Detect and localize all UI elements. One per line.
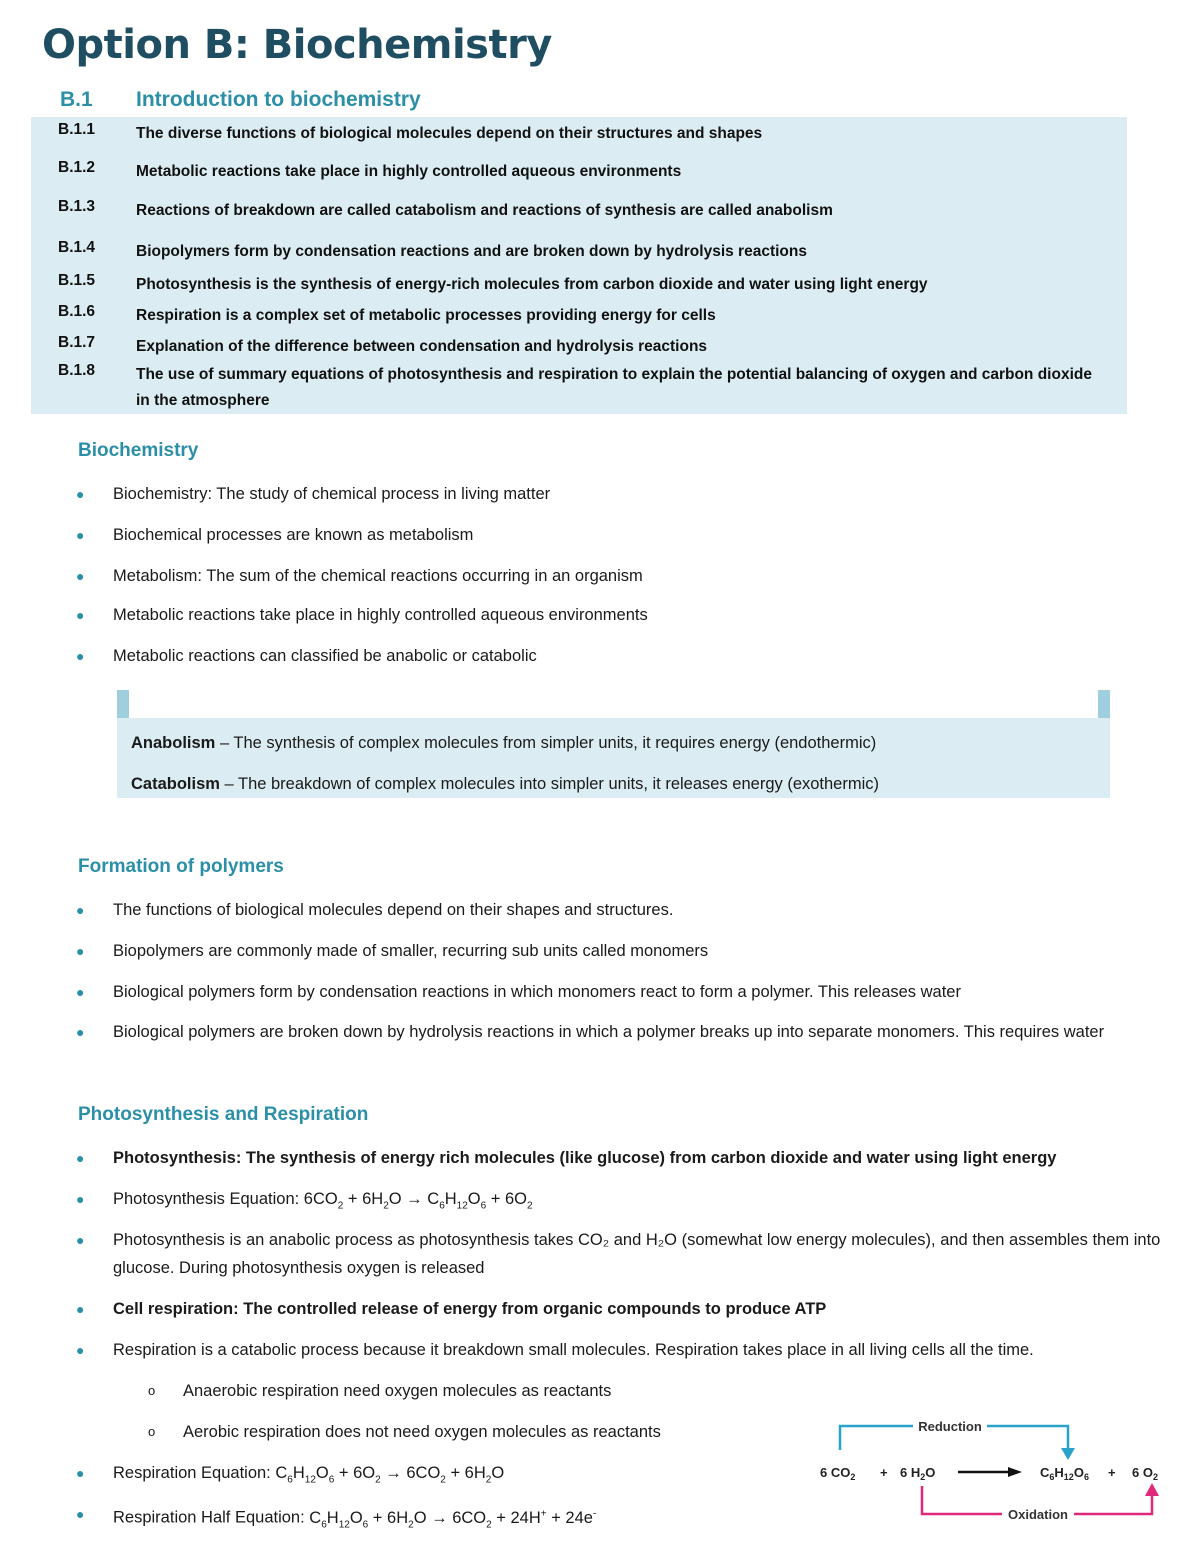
section-heading-photosynthesis-respiration: Photosynthesis and Respiration [78,1104,369,1125]
photosynthesis-equation [113,1185,1173,1220]
objective-code: B.1.7 [58,334,96,351]
equation-formula: $C_6H_{12}O_6 + 6O_2 \to 6CO_2 + 6H_2O$ [275,1464,505,1486]
objective-code: B.1.5 [58,272,96,289]
list-item-text: Photosynthesis: The synthesis of energy rich molecules (like glucose) from carbon dioxide and water using light energy [113,1149,1057,1167]
catabolism-text: – The breakdown of complex molecules into simpler units, it releases energy (exothermic) [219,775,880,793]
diagram-product-glucose: $C_6H_{12}O_6$ [1040,1465,1089,1482]
list-item-text: Metabolism: The sum of the chemical reactions occurring in an organism [113,567,643,585]
equation-label: Photosynthesis Equation: [113,1190,304,1208]
respiration-equation [113,1459,793,1494]
objective-row [58,198,1106,224]
topic-title: Introduction to biochemistry [136,88,421,111]
list-item [76,521,1173,549]
oxidation-label: Oxidation [1008,1507,1068,1522]
objective-code: B.1.3 [58,198,96,215]
equation-label: Respiration Equation: [113,1464,276,1482]
objective-text: The diverse functions of biological molecules depend on their structures and shapes [136,125,763,142]
list-item-text: Biopolymers are commonly made of smaller, recurring sub units called monomers [113,942,709,960]
sub-list-item [148,1418,661,1446]
anabolism-definition [131,734,876,753]
equation-formula: $6CO_2 + 6H_2O \to C_6H_{12}O_6 + 6O_2$ [303,1190,533,1212]
bullet-icon: ● [76,1191,85,1207]
page-title: Option B: Biochemistry [42,22,552,68]
list-item [76,1295,1173,1323]
list-item-text: Metabolic reactions take place in highly controlled aqueous environments [113,606,648,624]
list-item [76,937,1173,965]
list-item-text: Biological polymers form by condensation reactions in which monomers react to form a polymer. This releases water [113,983,961,1001]
sub-list-item-text: Anaerobic respiration need oxygen molecules as reactants [183,1382,612,1400]
sub-list-item [148,1377,611,1405]
bullet-icon: ● [76,1465,85,1481]
list-item [76,562,1173,590]
catabolism-term: Catabolism [131,775,220,793]
objective-text: Biopolymers form by condensation reactions and are broken down by hydrolysis reactions [136,243,807,260]
topic-number: B.1 [60,88,93,111]
list-item [76,1144,1173,1172]
anabolism-text: – The synthesis of complex molecules from simpler units, it requires energy (endothermic) [215,734,877,752]
list-item [76,1018,1173,1046]
objective-row [58,159,1106,185]
box-tab-right [1098,690,1110,718]
list-item [76,480,1173,508]
bullet-icon: ● [76,607,85,623]
circle-bullet-icon: o [148,1383,156,1398]
list-item [76,1226,1173,1282]
list-item [76,978,1173,1006]
objective-code: B.1.8 [58,362,96,379]
list-item [76,601,1173,629]
reaction-arrowhead-icon [1008,1467,1022,1477]
list-item [76,642,1173,670]
redox-diagram [810,1410,1180,1545]
bullet-icon: ● [76,902,85,918]
list-item-text: Biochemistry: The study of chemical process in living matter [113,485,551,503]
bullet-icon: ● [76,648,85,664]
bullet-icon: ● [76,1232,85,1248]
equation-formula: $C_6H_{12}O_6 + 6H_2O \to 6CO_2 + 24H^+ + 24e^-$ [309,1508,597,1530]
list-item-text: Biochemical processes are known as metabolism [113,526,474,544]
objective-code: B.1.6 [58,303,96,320]
bullet-icon: ● [76,943,85,959]
list-item-text: Respiration is a catabolic process because it breakdown small molecules. Respiration takes place in all living cells all the time. [113,1341,1034,1359]
bullet-icon: ● [76,1301,85,1317]
objective-row [58,362,1106,414]
diagram-reactant-co2: 6 $CO_2$ [820,1465,856,1482]
box-top-gap [129,690,1098,718]
reduction-arrowhead-icon [1061,1448,1075,1460]
objective-row [58,272,1106,298]
objective-text: Metabolic reactions take place in highly controlled aqueous environments [136,163,682,180]
list-item [76,1459,796,1494]
catabolism-definition [131,775,879,794]
diagram-reactant-h2o: 6 $H_2O$ [900,1465,936,1482]
circle-bullet-icon: o [148,1424,156,1439]
definitions-box [117,690,1110,798]
equation-label: Respiration Half Equation: [113,1508,310,1527]
objective-text: Explanation of the difference between condensation and hydrolysis reactions [136,338,708,355]
objective-row [58,121,1106,147]
list-item-text: The functions of biological molecules depend on their shapes and structures. [113,901,674,919]
list-item [76,1336,1173,1364]
bullet-icon: ● [76,568,85,584]
diagram-plus-2: + [1108,1465,1116,1480]
section-heading-polymers: Formation of polymers [78,856,284,877]
section-heading-biochemistry: Biochemistry [78,440,199,461]
objective-code: B.1.4 [58,239,96,256]
bullet-icon: ● [76,1150,85,1166]
list-item-text: Biological polymers are broken down by hydrolysis reactions in which a polymer breaks up into separate monomers. This requires water [113,1023,1105,1041]
topic-heading [60,88,421,112]
objectives-box [31,117,1127,414]
bullet-icon: ● [76,1342,85,1358]
objective-code: B.1.2 [58,159,96,176]
list-item-text: Metabolic reactions can classified be anabolic or catabolic [113,647,537,665]
list-item-text: Cell respiration: The controlled release of energy from organic compounds to produce ATP [113,1300,827,1318]
box-tab-left [117,690,129,718]
diagram-product-o2: 6 $O_2$ [1132,1465,1158,1482]
list-item [76,1500,796,1539]
anabolism-term: Anabolism [131,734,216,752]
respiration-half-equation [113,1500,793,1539]
objective-code: B.1.1 [58,121,96,138]
objective-text: The use of summary equations of photosynthesis and respiration to explain the potential balancing of oxygen and carbon dioxide in the atmosphere [136,366,1092,409]
objective-row [58,239,1106,265]
objective-text: Reactions of breakdown are called catabolism and reactions of synthesis are called anabolism [136,202,833,219]
diagram-plus-1: + [880,1465,888,1480]
list-item [76,1185,1173,1220]
bullet-icon: ● [76,527,85,543]
bullet-icon: ● [76,486,85,502]
list-item-text: Photosynthesis is an anabolic process as photosynthesis takes CO₂ and H₂O (somewhat low energy molecules), and then assembles them into glucose. During photosynthesis oxygen is released [113,1231,1161,1277]
reduction-label: Reduction [918,1419,982,1434]
bullet-icon: ● [76,1024,85,1040]
list-item [76,896,1173,924]
bullet-icon: ● [76,1506,85,1522]
objective-row [58,303,1106,329]
bullet-icon: ● [76,984,85,1000]
oxidation-arrowhead-icon [1145,1483,1159,1496]
objective-text: Photosynthesis is the synthesis of energy-rich molecules from carbon dioxide and water using light energy [136,276,928,293]
objective-text: Respiration is a complex set of metabolic processes providing energy for cells [136,307,716,324]
sub-list-item-text: Aerobic respiration does not need oxygen molecules as reactants [183,1423,661,1441]
objective-row [58,334,1106,360]
